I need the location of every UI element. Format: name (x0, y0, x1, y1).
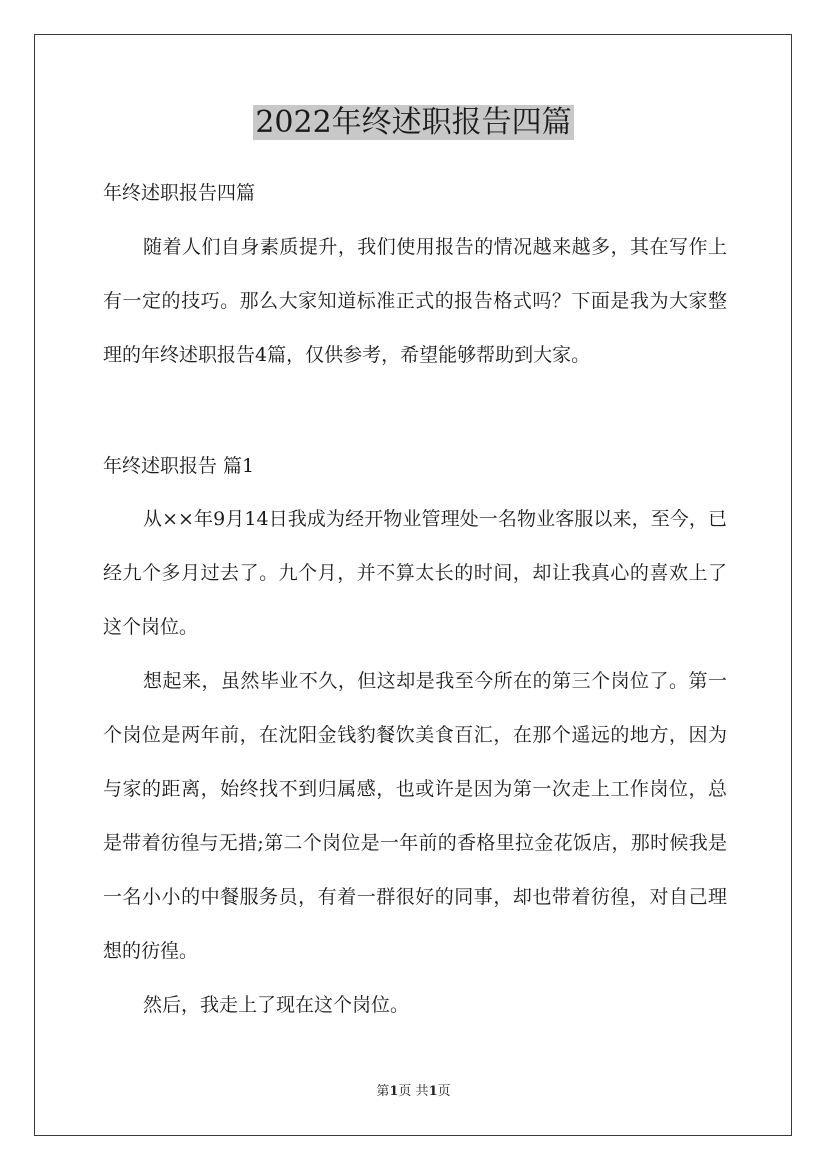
document-subtitle: 年终述职报告四篇 (103, 182, 256, 204)
document-title (0, 104, 827, 142)
footer-total-pages: 1 (428, 1084, 438, 1099)
body-paragraph-3: 然后，我走上了现在这个岗位。 (143, 994, 410, 1016)
intro-paragraph (103, 220, 727, 382)
section-heading: 年终述职报告 篇1 (103, 455, 255, 477)
intro-text: 随着人们自身素质提升，我们使用报告的情况越来越多，其在写作上有一定的技巧。那么大家知道标准正式的报告格式吗？下面是我为大家整理的年终述职报告4篇，仅供参考，希望能够帮助到大家。 (103, 236, 727, 366)
body-paragraph-1: 从××年9月14日我成为经开物业管理处一名物业客服以来，至今，已经九个多月过去了。九个月，并不算太长的时间，却让我真心的喜欢上了这个岗位。 (103, 508, 727, 638)
footer-prefix: 第 (376, 1084, 390, 1099)
section-body (103, 492, 727, 1032)
footer-suffix: 页 (437, 1084, 451, 1099)
page-footer (0, 1084, 827, 1100)
footer-mid: 页 共 (398, 1084, 429, 1099)
footer-current-page: 1 (389, 1084, 399, 1099)
body-paragraph-2: 想起来，虽然毕业不久，但这却是我至今所在的第三个岗位了。第一个岗位是两年前，在沈阳金钱豹餐饮美食百汇，在那个遥远的地方，因为与家的距离，始终找不到归属感，也或许是因为第一次走上工作岗位，总是带着彷徨与无措;第二个岗位是一年前的香格里拉金花饭店，那时候我是一名小小的中餐服务员，有着一群很好的同事，却也带着彷徨，对自己理想的彷徨。 (103, 670, 727, 962)
title-text: 2022年终述职报告四篇 (255, 105, 572, 140)
